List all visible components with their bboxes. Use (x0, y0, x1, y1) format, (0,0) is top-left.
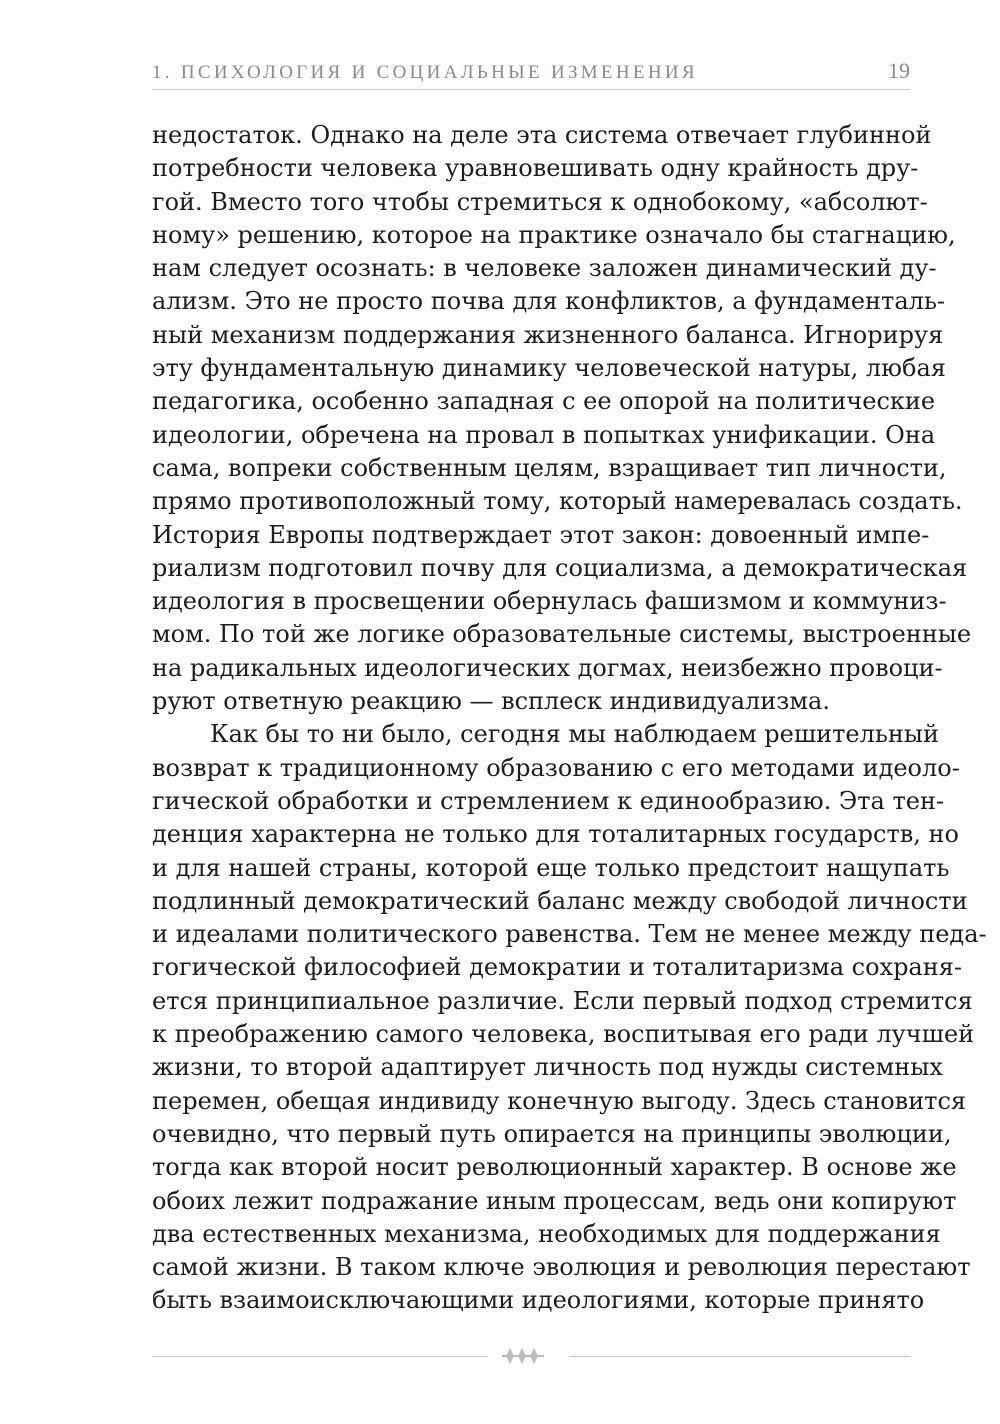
text-line: подлинный демократический баланс между свободой личности (152, 886, 968, 915)
text-line: ному» решению, которое на практике означало бы стагнацию, (152, 220, 956, 249)
text-line: обоих лежит подражание иным процессам, ведь они копируют (152, 1186, 957, 1215)
text-line: гой. Вместо того чтобы стремиться к однобокому, «абсолют- (152, 187, 928, 216)
text-line: потребности человека уравновешивать одну крайность дру- (152, 154, 919, 183)
text-line: денция характерна не только для тоталитарных государств, но (152, 820, 959, 849)
text-line: ется принципиальное различие. Если первый подход стремится (152, 986, 973, 1015)
text-line: перемен, обещая индивиду конечную выгоду. Здесь становится (152, 1086, 967, 1115)
text-line: руют ответную реакцию — всплеск индивидуализма. (152, 687, 830, 716)
chapter-title: 1. ПСИХОЛОГИЯ И СОЦИАЛЬНЫЕ ИЗМЕНЕНИЯ (152, 62, 698, 83)
text-line: очевидно, что первый путь опирается на принципы эволюции, (152, 1119, 952, 1148)
body-text (152, 119, 987, 1318)
text-line: нам следует осознать: в человеке заложен динамический ду- (152, 254, 937, 283)
text-line: гической обработки и стремлением к единообразию. Эта тен- (152, 786, 945, 815)
text-line: гогической философией демократии и тоталитаризма сохраня- (152, 953, 962, 982)
text-line: ализм. Это не просто почва для конфликтов, а фундаменталь- (152, 287, 946, 316)
text-line: два естественных механизма, необходимых для поддержания (152, 1219, 941, 1248)
running-header (152, 58, 910, 88)
text-line: самой жизни. В таком ключе эволюция и революция перестают (152, 1253, 971, 1282)
text-line: тогда как второй носит революционный характер. В основе же (152, 1153, 957, 1182)
text-line: ный механизм поддержания жизненного баланса. Игнорируя (152, 320, 944, 349)
text-line: быть взаимоисключающими идеологиями, которые принято (152, 1286, 925, 1315)
text-line: на радикальных идеологических догмах, неизбежно провоци- (152, 653, 943, 682)
header-divider (152, 89, 910, 90)
text-line: и для нашей страны, которой еще только предстоит нащупать (152, 853, 950, 882)
text-line: идеология в просвещении обернулась фашизмом и коммуниз- (152, 587, 947, 616)
text-line: педагогика, особенно западная с ее опорой на политические (152, 387, 936, 416)
footer-divider-right (570, 1356, 910, 1357)
text-line: возврат к традиционному образованию с его методами идеоло- (152, 753, 960, 782)
text-line: Как бы то ни было, сегодня мы наблюдаем решительный (210, 720, 940, 749)
text-line: недостаток. Однако на деле эта система отвечает глубинной (152, 121, 932, 149)
text-line: сама, вопреки собственным целям, взращивает тип личности, (152, 453, 947, 482)
text-line: риализм подготовил почву для социализма, а демократическая (152, 553, 968, 582)
text-line: эту фундаментальную динамику человеческой натуры, любая (152, 354, 946, 383)
text-line: прямо противоположный тому, который намеревалась создать. (152, 487, 963, 516)
text-line: История Европы подтверждает этот закон: довоенный импе- (152, 520, 930, 549)
text-line: и идеалами политического равенства. Тем не менее между педа- (152, 920, 987, 949)
text-line: мом. По той же логике образовательные системы, выстроенные (152, 620, 972, 649)
text-line: к преображению самого человека, воспитывая его ради лучшей (152, 1020, 975, 1049)
page-number: 19 (888, 58, 910, 83)
footer-divider-left (152, 1356, 488, 1357)
text-line: идеологии, обречена на провал в попытках унификации. Она (152, 420, 936, 449)
text-line: жизни, то второй адаптирует личность под нужды системных (152, 1053, 943, 1082)
triple-diamond-ornament-icon (500, 1344, 560, 1368)
